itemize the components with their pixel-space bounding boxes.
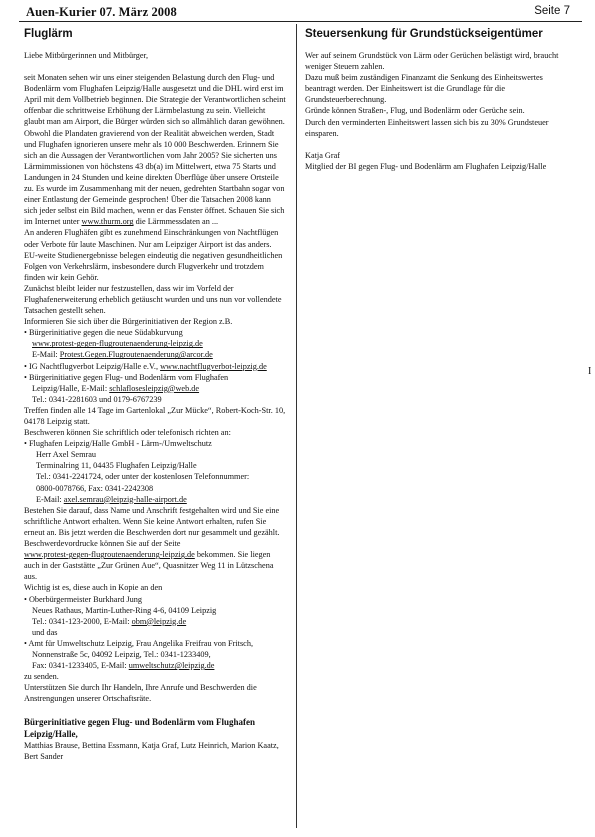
link-protest[interactable]: www.protest-gegen-flugroutenaenderung-leipzig.de [24, 550, 195, 560]
paragraph: Wichtig ist es, diese auch in Kopie an den [24, 583, 163, 593]
label: E-Mail: [32, 350, 60, 360]
paragraph: An anderen Flughäfen gibt es zunehmend Einschränkungen von Nachtflügen oder Verbote für laute Maschinen. Nur am Leipziger Airport ist das anders. EU-weite Studienergebnisse belegen eindeutig die negativen gesundheitlichen Folgen von Verkehrslärm, insbesondere durch Flugverkehr und trotzdem finden wir kein Gehör. [24, 228, 283, 282]
label: E-Mail: [36, 494, 64, 504]
email-link[interactable]: umweltschutz@leipzig.de [128, 661, 215, 671]
email-link[interactable]: schlaflosesleipzig@web.de [109, 383, 200, 393]
author-name: Katja Graf [305, 150, 341, 160]
list-item: • Bürgerinitiative gegen die neue Südabkurvung [24, 328, 183, 338]
label: Leipzig/Halle, E-Mail: [32, 383, 110, 393]
email-line [24, 660, 286, 671]
contact-line: Terminalring 11, 04435 Flughafen Leipzig/Halle [36, 461, 197, 471]
paragraph-text: die Lärmmessdaten an ... [133, 217, 219, 227]
paragraph: Dazu muß beim zuständigen Finanzamt die Senkung des Einheitswertes beantragt werden. Der Einheitswert ist die Grundlage für die Grundsteuerberechnung. [305, 73, 543, 105]
contact-line: Nonnenstraße 5c, 04092 Leipzig, Tel.: 0341-1233409, [32, 649, 211, 659]
column-divider [296, 24, 297, 828]
margin-mark: I [588, 366, 592, 377]
paragraph: Informieren Sie sich über die Bürgerinitiativen der Region z.B. [24, 317, 233, 327]
list-item: • Bürgerinitiative gegen Flug- und Bodenlärm vom Flughafen [24, 372, 229, 382]
email-link[interactable]: axel.semrau@leipzig-halle-airport.de [63, 494, 187, 504]
label: Tel.: 0341-123-2000, E-Mail: [32, 616, 132, 626]
paragraph: Beschweren können Sie schriftlich oder telefonisch richten an: [24, 428, 231, 438]
signature-names: Matthias Brause, Bettina Essmann, Katja Graf, Lutz Heinrich, Marion Kaatz, Bert Sander [24, 740, 279, 761]
signature-org: Bürgerinitiative gegen Flug- und Bodenlärm vom Flughafen Leipzig/Halle, [24, 717, 256, 739]
email-link[interactable]: Protest.Gegen.Flugroutenaenderung@arcor.de [59, 350, 213, 360]
paragraph: Zunächst bleibt leider nur festzustellen, dass wir im Vorfeld der Flughafenerweiterung erheblich getäuscht wurden und uns nun vor vollendete Tatsachen gestellt sehen. [24, 283, 282, 316]
contact-line: 0800-0078766, Fax: 0341-2242308 [36, 483, 154, 493]
paragraph: Unterstützen Sie durch Ihr Handeln, Ihre Anrufe und Beschwerden die Anstrengungen unserer Ortschaftsräte. [24, 683, 257, 704]
salutation: Liebe Mitbürgerinnen und Mitbürger, [24, 51, 149, 60]
email-line [24, 616, 286, 627]
link-nachtflugverbot[interactable]: www.nachtflugverbot-leipzig.de [160, 361, 267, 371]
paragraph: Wer auf seinem Grundstück von Lärm oder Gerüchen belästigt wird, braucht weniger Steuern zahlen. [305, 51, 559, 72]
email-line [24, 383, 286, 394]
list-item: • Oberbürgermeister Burkhard Jung [24, 594, 142, 604]
paragraph: Gründe können Straßen-, Flug, und Bodenlärm oder Gerüche sein. [305, 106, 525, 116]
contact-line: Herr Axel Semrau [36, 450, 97, 460]
link-protest [24, 338, 286, 349]
paragraph: seit Monaten sehen wir uns einer steigenden Belastung durch den Flug- und Bodenlärm vom Flughafen Leipzig/Halle ausgesetzt und die DHL wird erst im April mit dem Vollbetrieb beginnen. Die Strategie der Verantwortlichen scheint offenbar die schrittweise Erhöhung der Lärmbelastung zu sein. Vielleicht glaubt man am Airport, die Bürger würden sich so allmählich daran gewöhnen. [24, 73, 286, 127]
paragraph: Durch den verminderten Einheitswert lassen sich bis zu 30% Grundsteuer einsparen. [305, 117, 549, 138]
paragraph: Treffen finden alle 14 Tage im Gartenlokal „Zur Mücke“, Robert-Koch-Str. 10, 04178 Leipzig statt. [24, 405, 286, 426]
paragraph [24, 538, 286, 582]
contact-line: Tel.: 0341-2241724, oder unter der kostenlosen Telefonnummer: [36, 472, 250, 482]
contact-line: und das [32, 627, 58, 637]
paragraph-text: Obwohl die Plandaten gravierend von der Realität abweichen werden, Stadt und Flughafen ignorieren unsere mehr als 10 000 Beschwerden. Erinnern Sie sich an die Aussagen der Verantwortlichen vom Jahr 2005? Sie sicherten uns Lärmimmissionen von höchstens 43 db(a) im Mittelwert, etwa 75 Starts und Landungen in 24 Stunden und keine direkten Überflüge über unsere Ortsteile zu. Es wurde im Zusammenhang mit der neuen, gedrehten Startbahn sogar von einer Entlastung der Gemeinde gesprochen! Über die Tatsachen 2008 kann sich jeder selbst ein Bild machen, wenn er das Fenster öffnet. Schauen Sie sich im Internet unter [24, 128, 285, 227]
email-link[interactable]: obm@leipzig.de [131, 616, 187, 626]
email-line [24, 494, 286, 505]
label: • IG Nachtflugverbot Leipzig/Halle e.V., [24, 361, 161, 371]
paragraph: zu senden. [24, 672, 59, 682]
list-item: • Flughafen Leipzig/Halle GmbH - Lärm-/Umweltschutz [24, 439, 212, 449]
list-item: • Amt für Umweltschutz Leipzig, Frau Angelika Freifrau von Fritsch, [24, 638, 254, 648]
page-header [19, 4, 582, 22]
newspaper-title: Auen-Kurier 07. März 2008 [26, 5, 177, 19]
article-steuersenkung [305, 27, 575, 172]
paragraph-text: bekommen. Sie liegen auch in der Gaststätte „Zur Grünen Aue“, Quasnitzer Weg 11 in Lützschena aus. [24, 550, 274, 582]
phone-line: Tel.: 0341-2281603 und 0179-6767239 [32, 394, 162, 404]
author-role: Mitglied der BI gegen Flug- und Bodenlärm am Flughafen Leipzig/Halle [305, 161, 547, 171]
article-heading: Fluglärm [24, 28, 73, 40]
label: Fax: 0341-1233405, E-Mail: [32, 661, 129, 671]
article-heading: Steuersenkung für Grundstückseigentümer [305, 28, 543, 40]
paragraph-text: Beschwerdevordrucke können Sie auf der Seite [24, 539, 181, 549]
list-item [24, 361, 286, 372]
contact-line: Neues Rathaus, Martin-Luther-Ring 4-6, 04109 Leipzig [32, 605, 217, 615]
link-text[interactable]: www.protest-gegen-flugroutenaenderung-leipzig.de [32, 339, 203, 349]
paragraph [24, 128, 286, 228]
email-line [24, 349, 286, 360]
link-thurm[interactable]: www.thurm.org [81, 217, 134, 227]
paragraph: Bestehen Sie darauf, dass Name und Anschrift festgehalten wird und Sie eine schriftliche Antwort erhalten. Wenn Sie keine Antwort erhalten, rufen Sie erneut an. Bis jetzt werden die Beschwerden dort nur gesammelt und gezählt. [24, 505, 280, 537]
article-fluglaerm [24, 27, 286, 762]
page-number: Seite 7 [534, 5, 570, 17]
